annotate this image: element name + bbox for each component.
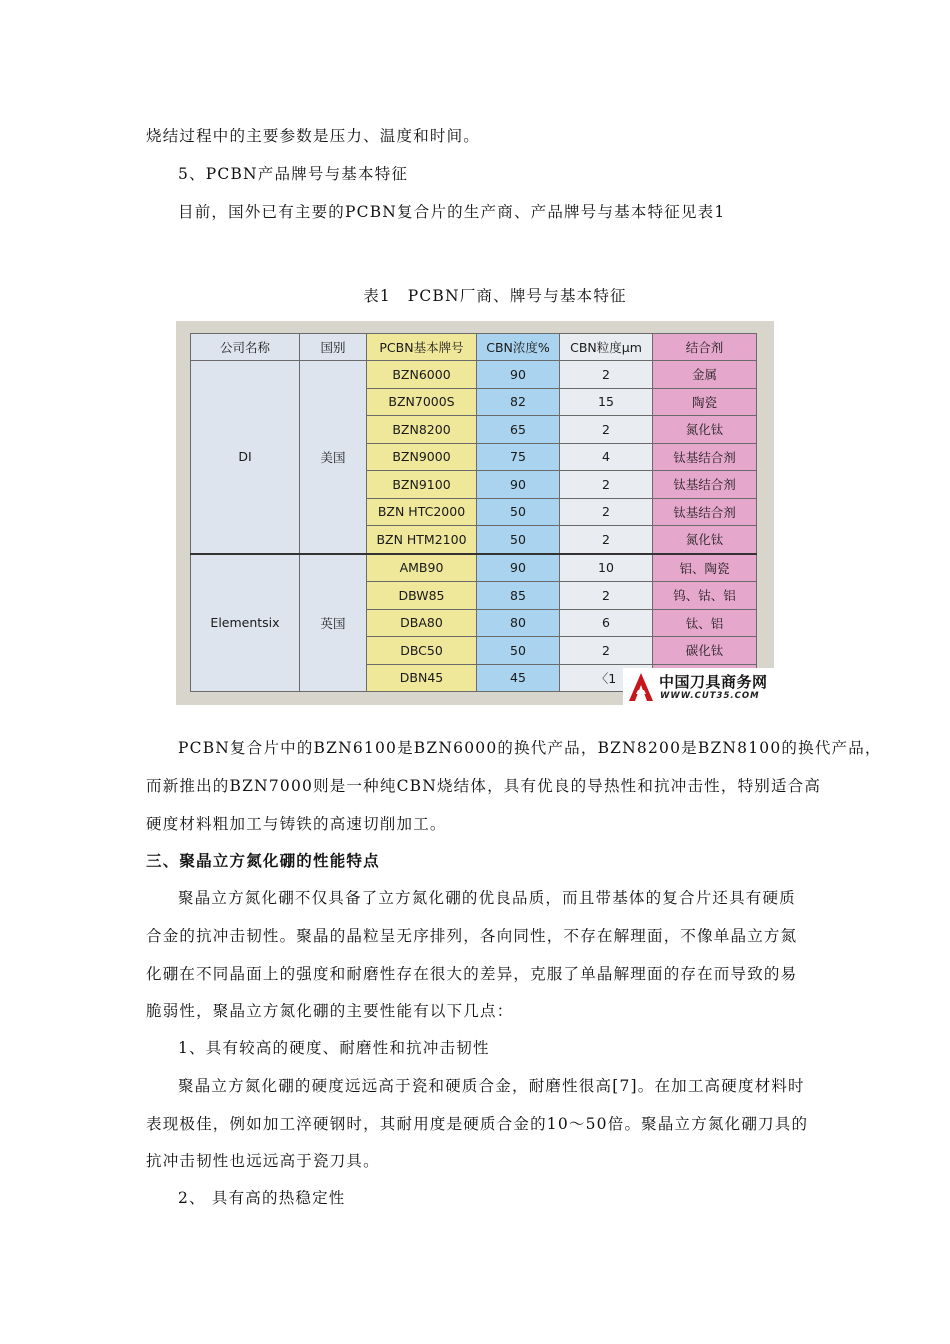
paragraph-bzn-l1: PCBN复合片中的BZN6100是BZN6000的换代产品，BZN8200是BZN8100的换代产品， [178, 739, 882, 757]
cell-concentration: 50 [477, 637, 560, 665]
cell-grain-size: 10 [560, 554, 653, 582]
cell-binder: 铝、陶瓷 [653, 554, 757, 582]
cell-grain-size: 4 [560, 443, 653, 471]
cell-binder: 氮化钛 [653, 526, 757, 554]
cell-concentration: 50 [477, 498, 560, 526]
section-heading-3: 三、聚晶立方氮化硼的性能特点 [146, 851, 380, 870]
cell-concentration: 80 [477, 609, 560, 637]
pcbn-table [190, 333, 757, 692]
cell-grain-size: 2 [560, 416, 653, 444]
cell-concentration: 82 [477, 388, 560, 416]
cell-concentration: 65 [477, 416, 560, 444]
cell-binder: 碳化钛 [653, 637, 757, 665]
paragraph-pcbn-l3: 化硼在不同晶面上的强度和耐磨性存在很大的差异，克服了单晶解理面的存在而导致的易 [146, 965, 798, 983]
cell-grade: DBN45 [367, 664, 477, 692]
cell-country: 美国 [300, 361, 367, 554]
header-grain-size: CBN粒度μm [560, 334, 653, 361]
cell-company: DI [191, 361, 300, 554]
paragraph-bzn-l2: 而新推出的BZN7000则是一种纯CBN烧结体，具有优良的导热性和抗冲击性，特别适合高 [146, 777, 822, 795]
paragraph-pcbn-l2: 合金的抗冲击韧性。聚晶的晶粒呈无序排列，各向同性，不存在解理面，不像单晶立方氮 [146, 927, 798, 945]
table-image [176, 321, 774, 705]
cell-grade: AMB90 [367, 554, 477, 582]
cell-grade: BZN8200 [367, 416, 477, 444]
cell-grain-size: 6 [560, 609, 653, 637]
paragraph-hardness-l3: 抗冲击韧性也远远高于瓷刀具。 [146, 1152, 380, 1170]
cell-grade: BZN9000 [367, 443, 477, 471]
cell-binder: 钛基结合剂 [653, 443, 757, 471]
cell-grade: BZN7000S [367, 388, 477, 416]
cell-binder: 陶瓷 [653, 388, 757, 416]
cell-binder: 钨、钴、铝 [653, 582, 757, 610]
cell-binder: 金属 [653, 361, 757, 389]
cell-grain-size: 2 [560, 637, 653, 665]
watermark-url: WWW.CUT35.COM [660, 691, 760, 701]
paragraph-hardness-l2: 表现极佳，例如加工淬硬钢时，其耐用度是硬质合金的10～50倍。聚晶立方氮化硼刀具的 [146, 1115, 809, 1133]
cell-grade: DBC50 [367, 637, 477, 665]
cell-grain-size: 2 [560, 361, 653, 389]
table-row [191, 554, 757, 582]
cell-binder: 钛基结合剂 [653, 471, 757, 499]
paragraph-sintering: 烧结过程中的主要参数是压力、温度和时间。 [146, 127, 481, 145]
paragraph-hardness-l1: 聚晶立方氮化硼的硬度远远高于瓷和硬质合金，耐磨性很高[7]。在加工高硬度材料时 [178, 1077, 805, 1095]
paragraph-bzn-l3: 硬度材料粗加工与铸铁的高速切削加工。 [146, 815, 447, 833]
watermark-logo [623, 668, 783, 708]
cell-concentration: 90 [477, 554, 560, 582]
cell-concentration: 90 [477, 471, 560, 499]
subheading-1: 1、具有较高的硬度、耐磨性和抗冲击韧性 [178, 1039, 490, 1057]
cell-concentration: 45 [477, 664, 560, 692]
cell-grade: BZN9100 [367, 471, 477, 499]
header-company: 公司名称 [191, 334, 300, 361]
table-caption: 表1 PCBN厂商、牌号与基本特征 [363, 287, 627, 305]
cell-concentration: 85 [477, 582, 560, 610]
paragraph-intro-table: 目前，国外已有主要的PCBN复合片的生产商、产品牌号与基本特征见表1 [178, 203, 726, 221]
subheading-2: 2、 具有高的热稳定性 [178, 1189, 346, 1207]
cell-grain-size: 〈1 [560, 664, 653, 692]
header-binder: 结合剂 [653, 334, 757, 361]
cell-grain-size: 2 [560, 526, 653, 554]
cell-concentration: 75 [477, 443, 560, 471]
cell-grade: BZN HTM2100 [367, 526, 477, 554]
cell-country: 英国 [300, 554, 367, 692]
cell-grain-size: 2 [560, 498, 653, 526]
cell-grade: DBW85 [367, 582, 477, 610]
watermark-name: 中国刀具商务网 [659, 673, 768, 691]
cell-grain-size: 2 [560, 471, 653, 499]
header-concentration: CBN浓度% [477, 334, 560, 361]
cell-binder: 钛基结合剂 [653, 498, 757, 526]
cell-concentration: 50 [477, 526, 560, 554]
cell-grade: BZN HTC2000 [367, 498, 477, 526]
cell-company: Elementsix [191, 554, 300, 692]
triangle-a-logo-icon [627, 671, 655, 703]
header-country: 国别 [300, 334, 367, 361]
cell-grain-size: 2 [560, 582, 653, 610]
table-row [191, 361, 757, 389]
paragraph-pcbn-l1: 聚晶立方氮化硼不仅具备了立方氮化硼的优良品质，而且带基体的复合片还具有硬质 [178, 889, 796, 907]
table-header-row [191, 334, 757, 361]
cell-concentration: 90 [477, 361, 560, 389]
cell-grade: DBA80 [367, 609, 477, 637]
cell-binder: 氮化钛 [653, 416, 757, 444]
section-heading-5: 5、PCBN产品牌号与基本特征 [178, 165, 409, 183]
cell-binder: 钛、铝 [653, 609, 757, 637]
cell-grade: BZN6000 [367, 361, 477, 389]
header-grade: PCBN基本牌号 [367, 334, 477, 361]
cell-grain-size: 15 [560, 388, 653, 416]
paragraph-pcbn-l4: 脆弱性，聚晶立方氮化硼的主要性能有以下几点： [146, 1002, 514, 1020]
